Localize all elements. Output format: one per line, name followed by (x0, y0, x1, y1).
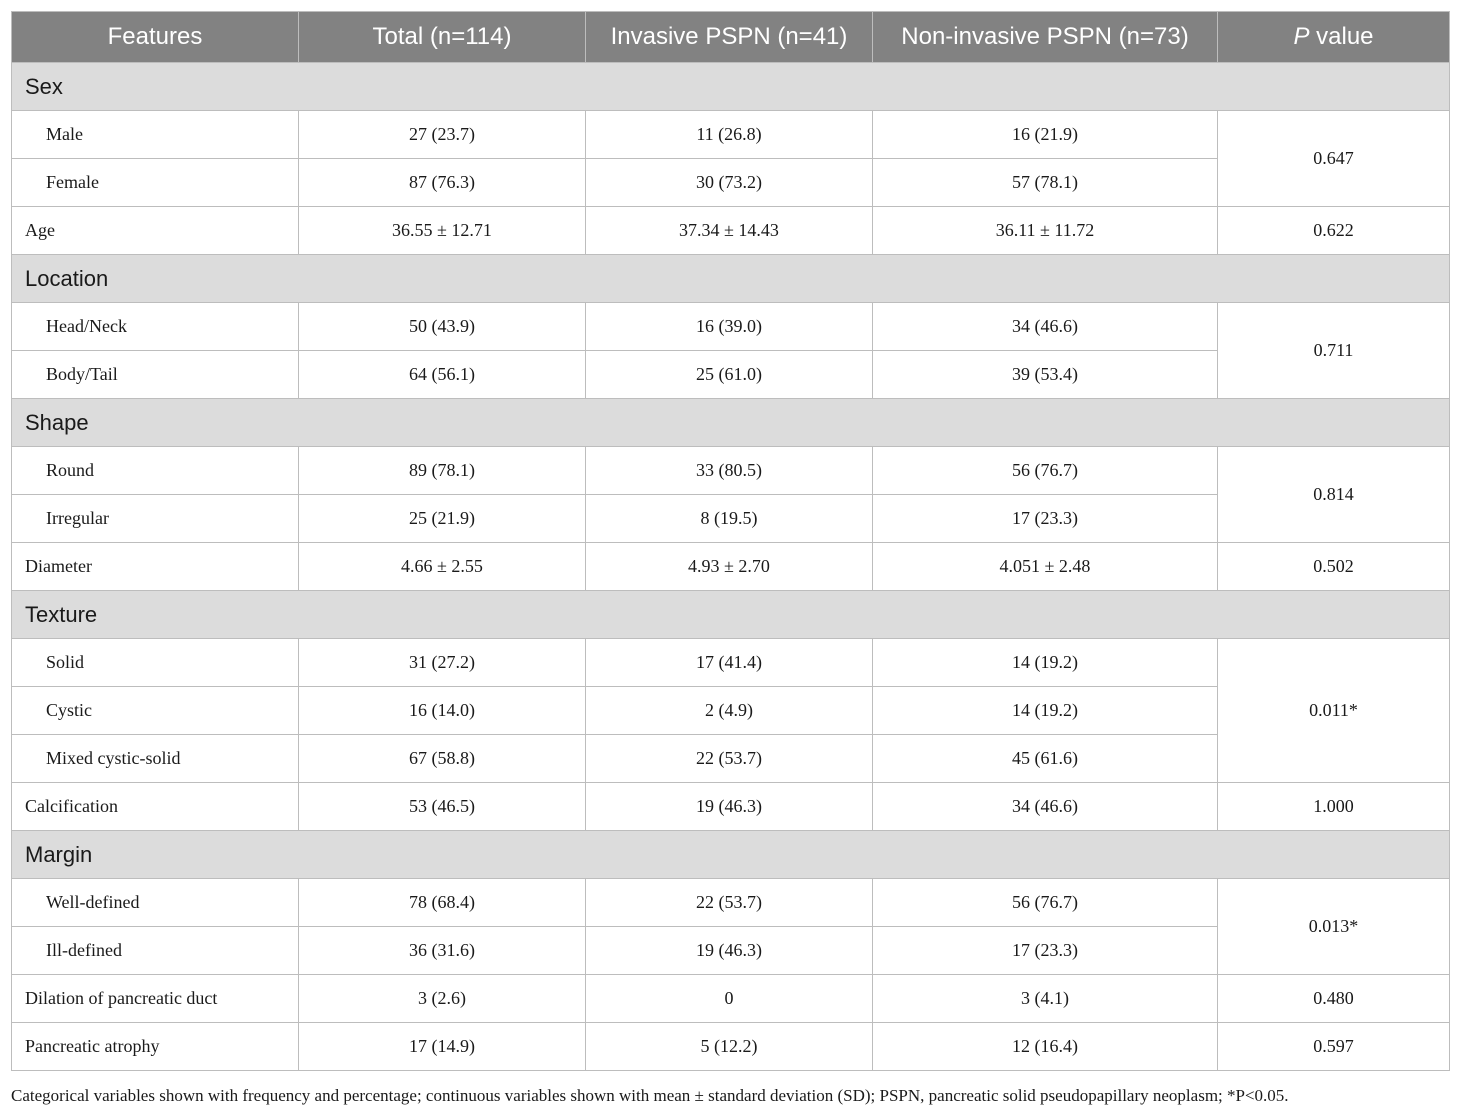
cell-total: 78 (68.4) (299, 879, 586, 927)
header-features: Features (12, 12, 299, 63)
cell-p-value: 0.480 (1218, 975, 1450, 1023)
header-p-rest: value (1309, 23, 1374, 50)
cell-invasive: 8 (19.5) (586, 495, 873, 543)
row-label: Well-defined (12, 879, 299, 927)
cell-noninvasive: 14 (19.2) (873, 687, 1218, 735)
row-label: Ill-defined (12, 927, 299, 975)
cell-total: 4.66 ± 2.55 (299, 543, 586, 591)
cell-noninvasive: 14 (19.2) (873, 639, 1218, 687)
cell-total: 27 (23.7) (299, 111, 586, 159)
cell-noninvasive: 34 (46.6) (873, 783, 1218, 831)
cell-p-value: 0.647 (1218, 111, 1450, 207)
cell-noninvasive: 17 (23.3) (873, 495, 1218, 543)
table-row (12, 879, 1450, 927)
cell-p-value: 1.000 (1218, 783, 1450, 831)
section-title-margin: Margin (12, 831, 1450, 879)
row-label: Age (12, 207, 299, 255)
table-row (12, 111, 1450, 159)
cell-total: 89 (78.1) (299, 447, 586, 495)
section-row-location (12, 255, 1450, 303)
section-row-texture (12, 591, 1450, 639)
table-row (12, 639, 1450, 687)
cell-noninvasive: 12 (16.4) (873, 1023, 1218, 1071)
cell-invasive: 22 (53.7) (586, 879, 873, 927)
cell-noninvasive: 34 (46.6) (873, 303, 1218, 351)
table-row (12, 975, 1450, 1023)
row-label: Diameter (12, 543, 299, 591)
row-label: Round (12, 447, 299, 495)
cell-total: 50 (43.9) (299, 303, 586, 351)
cell-invasive: 30 (73.2) (586, 159, 873, 207)
cell-invasive: 19 (46.3) (586, 783, 873, 831)
table-row (12, 543, 1450, 591)
row-label: Dilation of pancreatic duct (12, 975, 299, 1023)
cell-p-value: 0.013* (1218, 879, 1450, 975)
row-label: Female (12, 159, 299, 207)
cell-p-value: 0.597 (1218, 1023, 1450, 1071)
cell-noninvasive: 36.11 ± 11.72 (873, 207, 1218, 255)
table-row (12, 207, 1450, 255)
row-label: Mixed cystic-solid (12, 735, 299, 783)
row-label: Body/Tail (12, 351, 299, 399)
cell-noninvasive: 56 (76.7) (873, 879, 1218, 927)
cell-p-value: 0.711 (1218, 303, 1450, 399)
cell-invasive: 22 (53.7) (586, 735, 873, 783)
cell-total: 16 (14.0) (299, 687, 586, 735)
row-label: Pancreatic atrophy (12, 1023, 299, 1071)
cell-p-value: 0.502 (1218, 543, 1450, 591)
header-invasive: Invasive PSPN (n=41) (586, 12, 873, 63)
cell-invasive: 5 (12.2) (586, 1023, 873, 1071)
row-label: Calcification (12, 783, 299, 831)
cell-invasive: 11 (26.8) (586, 111, 873, 159)
table-row (12, 447, 1450, 495)
cell-noninvasive: 4.051 ± 2.48 (873, 543, 1218, 591)
cell-total: 36 (31.6) (299, 927, 586, 975)
table-row (12, 1023, 1450, 1071)
row-label: Male (12, 111, 299, 159)
row-label: Irregular (12, 495, 299, 543)
cell-invasive: 33 (80.5) (586, 447, 873, 495)
cell-total: 53 (46.5) (299, 783, 586, 831)
header-row (12, 12, 1450, 63)
section-title-texture: Texture (12, 591, 1450, 639)
cell-noninvasive: 17 (23.3) (873, 927, 1218, 975)
table-row (12, 783, 1450, 831)
section-title-location: Location (12, 255, 1450, 303)
cell-total: 67 (58.8) (299, 735, 586, 783)
cell-p-value: 0.011* (1218, 639, 1450, 783)
cell-noninvasive: 3 (4.1) (873, 975, 1218, 1023)
cell-invasive: 0 (586, 975, 873, 1023)
section-title-sex: Sex (12, 63, 1450, 111)
cell-total: 17 (14.9) (299, 1023, 586, 1071)
section-row-sex (12, 63, 1450, 111)
header-p-italic: P (1293, 23, 1310, 50)
features-table (11, 11, 1450, 1071)
cell-invasive: 25 (61.0) (586, 351, 873, 399)
header-total: Total (n=114) (299, 12, 586, 63)
table-row (12, 303, 1450, 351)
cell-total: 3 (2.6) (299, 975, 586, 1023)
cell-total: 25 (21.9) (299, 495, 586, 543)
cell-invasive: 17 (41.4) (586, 639, 873, 687)
cell-noninvasive: 45 (61.6) (873, 735, 1218, 783)
cell-invasive: 16 (39.0) (586, 303, 873, 351)
header-noninvasive: Non-invasive PSPN (n=73) (873, 12, 1218, 63)
cell-total: 31 (27.2) (299, 639, 586, 687)
cell-noninvasive: 39 (53.4) (873, 351, 1218, 399)
cell-noninvasive: 16 (21.9) (873, 111, 1218, 159)
cell-invasive: 2 (4.9) (586, 687, 873, 735)
cell-noninvasive: 56 (76.7) (873, 447, 1218, 495)
section-row-shape (12, 399, 1450, 447)
section-row-margin (12, 831, 1450, 879)
cell-p-value: 0.622 (1218, 207, 1450, 255)
cell-noninvasive: 57 (78.1) (873, 159, 1218, 207)
row-label: Cystic (12, 687, 299, 735)
table-footnote: Categorical variables shown with frequency and percentage; continuous variables shown with mean ± standard deviation (SD); PSPN, pancreatic solid pseudopapillary neoplasm; *P<0.05. (11, 1086, 1289, 1105)
cell-total: 36.55 ± 12.71 (299, 207, 586, 255)
cell-p-value: 0.814 (1218, 447, 1450, 543)
cell-total: 64 (56.1) (299, 351, 586, 399)
cell-invasive: 37.34 ± 14.43 (586, 207, 873, 255)
row-label: Solid (12, 639, 299, 687)
row-label: Head/Neck (12, 303, 299, 351)
cell-invasive: 19 (46.3) (586, 927, 873, 975)
cell-invasive: 4.93 ± 2.70 (586, 543, 873, 591)
header-p-value (1218, 12, 1450, 63)
cell-total: 87 (76.3) (299, 159, 586, 207)
section-title-shape: Shape (12, 399, 1450, 447)
